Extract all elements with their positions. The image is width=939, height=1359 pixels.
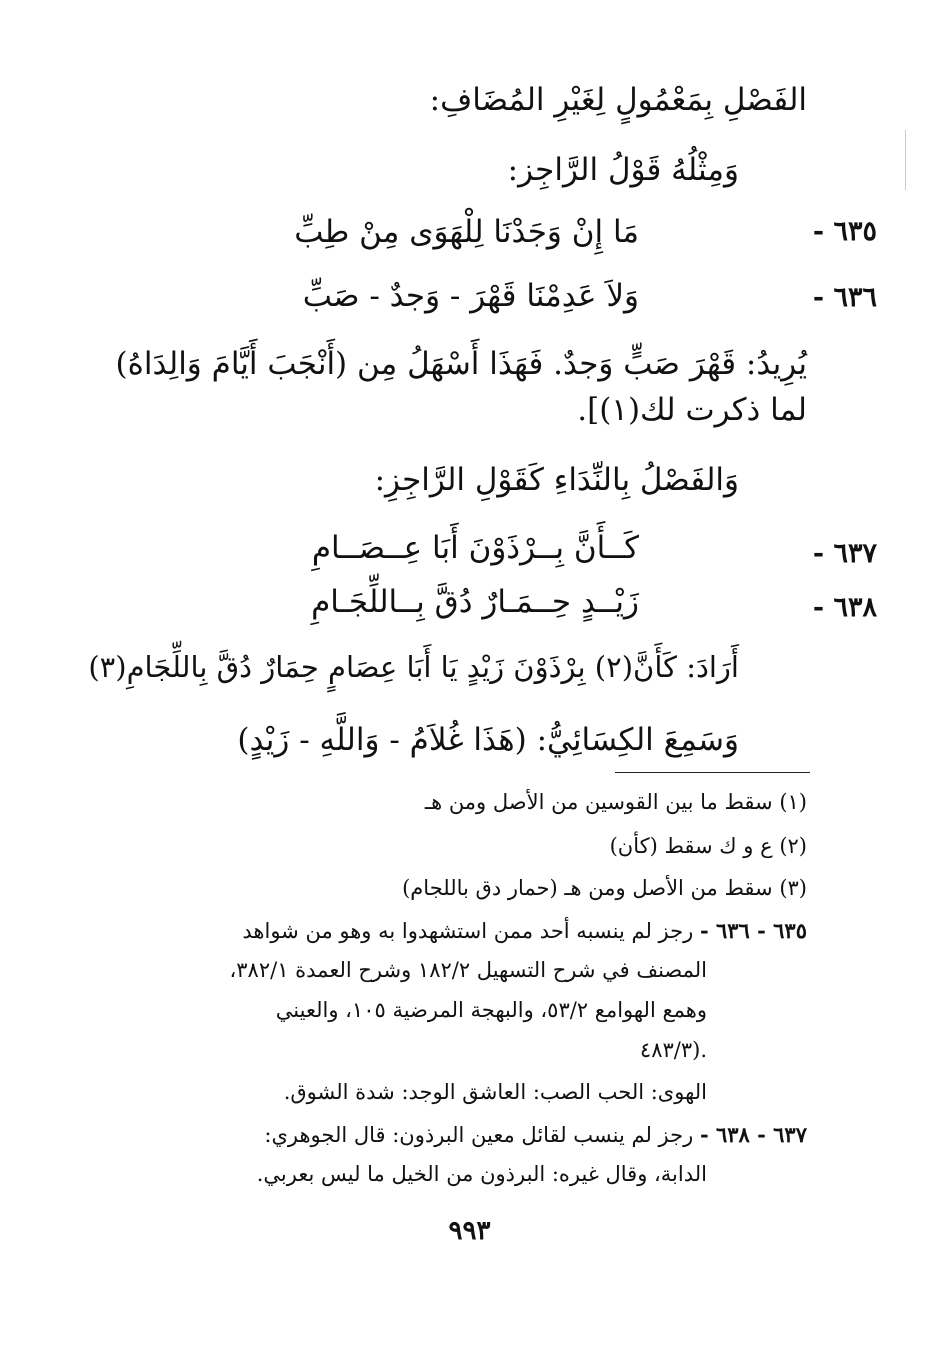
footnote-3	[402, 876, 807, 901]
footnote-2	[610, 834, 807, 859]
footnote-text: سقط ما بين القوسين من الأصل ومن هـ	[424, 790, 773, 814]
verse-note-text: رجز لم ينسب لقائل معين البرذون: قال الجوهري:	[264, 1123, 694, 1147]
verse-note-line: المصنف في شرح التسهيل ١٨٢/٢ وشرح العمدة ٣٨٢/١،	[229, 958, 707, 982]
verse-line: زَيْــدٍ حِــمَـارٌ دُقَّ بِــاللِّجَـامِ	[311, 584, 639, 620]
intro-rajiz-quote: وَمِثْلُهُ قَوْلُ الرَّاجِز:	[507, 152, 739, 188]
verse-note-text: رجز لم ينسبه أحد ممن استشهدوا به وهو من شواهد	[242, 919, 694, 943]
kisai-quote: وَسَمِعَ الكِسَائِيُّ: (هَذَا غُلاَمُ - وَاللَّهِ - زَيْدٍ)	[237, 722, 739, 758]
verse-line: كَــأَنَّ بِــرْذَوْنَ أَبَا عِــصَــامِ	[311, 530, 639, 566]
explanation-paragraph: يُرِيدُ: قَهْرَ صَبٍّ وَجدٌ. فَهَذَا أَسْهَلُ مِن (أَنْجَبَ أَيَّامَ وَالِدَاهُ)	[115, 346, 807, 382]
section-heading-separation-by-non-dependent: الفَصْلِ بِمَعْمُولٍ لِغَيْرِ المُضَافِ:	[429, 82, 807, 118]
verse-note-637-638	[264, 1122, 807, 1148]
footnote-marker: (١)	[779, 790, 807, 814]
footnote-text: ع و ك سقط (كأن)	[609, 834, 773, 858]
verse-number: ٦٣٦ -	[812, 282, 877, 313]
verse-note-line: ٤٨٣/٣).	[639, 1038, 707, 1062]
verse-note-line: الدابة، وقال غيره: البرذون من الخيل ما ليس بعربي.	[256, 1162, 707, 1186]
verse-number: ٦٣٥ -	[812, 216, 877, 247]
explanation-paragraph-end: لما ذكرت لك(١)].	[577, 392, 807, 428]
verse-note-line: وهمع الهوامع ٥٣/٢، والبهجة المرضية ١٠٥، والعيني	[275, 998, 707, 1022]
intended-meaning-paragraph: أَرَادَ: كَأَنَّ(٢) بِرْذَوْنَ زَيْدٍ يَا أَبَا عِصَامٍ حِمَارٌ دُقَّ بِاللِّجَامِ(٣)	[88, 650, 739, 684]
footnote-separator	[615, 772, 810, 773]
verse-note-ref: ٦٣٥ - ٦٣٦ -	[699, 918, 807, 943]
verse-number: ٦٣٧ -	[812, 538, 877, 569]
footnote-marker: (٢)	[779, 834, 807, 858]
verse-number: ٦٣٨ -	[812, 592, 877, 623]
verse-note-635-636	[242, 918, 807, 944]
footnote-text: سقط من الأصل ومن هـ (حمار دق باللجام)	[402, 876, 773, 900]
page-number: ٩٩٣	[448, 1216, 491, 1246]
footnote-1	[425, 790, 807, 815]
verse-note-ref: ٦٣٧ - ٦٣٨ -	[699, 1122, 807, 1147]
footnote-marker: (٣)	[779, 876, 807, 900]
section-heading-separation-by-vocative: وَالفَصْلُ بِالنِّدَاءِ كَقَوْلِ الرَّاجِزِ:	[374, 462, 739, 498]
verse-line: وَلاَ عَدِمْنَا قَهْرَ - وَجدٌ - صَبِّ	[302, 278, 639, 314]
page-edge-mark	[905, 130, 906, 190]
verse-note-gloss: الهوى: الحب الصب: العاشق الوجد: شدة الشوق.	[283, 1080, 707, 1104]
verse-line: مَا إِنْ وَجَدْنَا لِلْهَوَى مِنْ طِبِّ	[294, 214, 639, 250]
